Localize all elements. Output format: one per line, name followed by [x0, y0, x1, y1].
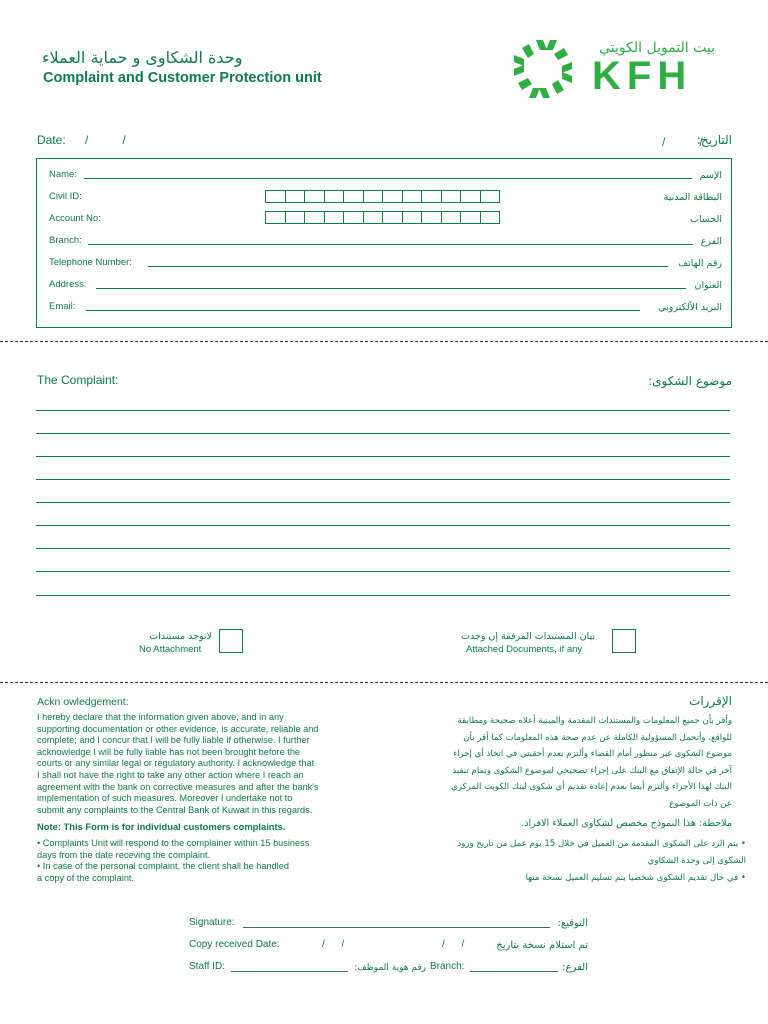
attached-docs-checkbox[interactable]: [612, 629, 636, 653]
address-field[interactable]: [96, 288, 686, 289]
complaint-line[interactable]: [36, 595, 730, 596]
civil-id-label-en: Civil ID:: [49, 191, 82, 202]
ack-body-line: complete; and I concur that I will be fully liable if otherwise. I further: [37, 735, 310, 746]
complaint-line[interactable]: [36, 571, 730, 572]
name-field[interactable]: [84, 178, 692, 179]
attached-docs-label-ar: بيان المستندات المرفقة إن وجدت: [461, 631, 595, 642]
ack-title-ar: الإقررات: [689, 694, 732, 708]
ack-bullet-line: days from the date receving the complaint.: [37, 849, 211, 860]
address-label-en: Address:: [49, 279, 87, 290]
section-divider-1: [0, 341, 768, 342]
ack-title-en: Ackn owledgement:: [37, 696, 129, 708]
address-label-ar: العنوان: [694, 280, 722, 291]
email-label-en: Email:: [49, 301, 76, 312]
date-label-ar: التاريخ:: [696, 133, 732, 147]
ack-body-line: implementation of such measures. Moreover I undertake not to: [37, 793, 293, 804]
logo-text-en: KFH: [592, 54, 693, 98]
ack-bullet-ar-line: • يتم الرد على الشكوى المقدمة من العميل في خلال 15 يوم عمل من تاريخ ورود: [457, 839, 746, 849]
ack-body-line: supporting documentation or other evidence, is accurate, reliable and: [37, 723, 319, 734]
complaint-label-en: The Complaint:: [37, 373, 119, 387]
ack-bullet-line: • In case of the personal complaint, the client shall be handled: [37, 861, 289, 872]
complaint-label-ar: موضوع الشكوى:: [648, 374, 732, 388]
phone-label-ar: رقم الهاتف: [678, 258, 722, 269]
complaint-line[interactable]: [36, 433, 730, 434]
ack-bullet-ar-line: الشكوى إلى وحدة الشكاوي: [647, 856, 746, 866]
branch-label-ar: الفرع: [700, 236, 722, 247]
complaint-line[interactable]: [36, 410, 730, 411]
copy-date-slashes-ar[interactable]: / /: [442, 939, 465, 950]
ack-body-line: I hereby declare that the information given above, and in any: [37, 712, 284, 722]
date-slashes-ar[interactable]: / /: [662, 135, 703, 149]
account-label-en: Account No:: [49, 213, 101, 224]
ack-body-en: [37, 712, 377, 816]
ack-bullet-line: a copy of the complaint.: [37, 872, 135, 883]
copy-date-slashes-en[interactable]: / /: [322, 939, 345, 950]
ack-bullet-line: • Complaints Unit will respond to the complainer within 15 business: [37, 838, 310, 848]
branch-label-sig-ar: الفرع:: [562, 962, 588, 973]
ack-body-ar-line: عن ذات الموضوع: [669, 798, 732, 809]
phone-label-en: Telephone Number:: [49, 257, 132, 268]
ack-bullet-ar-line: • في حال تقديم الشكوى شخصيا يتم تسليم العميل نسخة منها: [525, 873, 746, 883]
ack-body-line: acknowledge I will be fully liable has not been brought before the: [37, 746, 301, 757]
signature-field[interactable]: [243, 927, 550, 928]
ack-bullets-en: [37, 838, 377, 884]
branch-field[interactable]: [88, 244, 693, 245]
staff-id-field[interactable]: [231, 971, 348, 972]
date-label-en: Date:: [37, 133, 66, 147]
header-title-ar: وحدة الشكاوى و حماية العملاء: [42, 48, 243, 67]
phone-field[interactable]: [148, 266, 668, 267]
ack-body-ar: [400, 713, 732, 813]
copy-date-label-en: Copy received Date:: [189, 939, 280, 950]
complaint-line[interactable]: [36, 456, 730, 457]
ack-body-ar-line: آخر في حالة الإتفاق مع البنك على إجراء تصحيحي لموضوع الشكوى وتمام تنفيذ: [452, 765, 732, 776]
no-attachment-checkbox[interactable]: [219, 629, 243, 653]
complaint-line[interactable]: [36, 525, 730, 526]
staff-id-label-ar: رقم هوية الموظف:: [354, 963, 426, 973]
branch-sig-field[interactable]: [470, 971, 558, 972]
name-label-en: Name:: [49, 169, 77, 180]
staff-id-label-en: Staff ID:: [189, 961, 225, 972]
email-field[interactable]: [86, 310, 640, 311]
complaint-line[interactable]: [36, 548, 730, 549]
ack-note-en: Note: This Form is for individual customers complaints.: [37, 821, 286, 832]
kfh-logo-mark-icon: [512, 38, 574, 100]
account-no-field[interactable]: [266, 211, 500, 224]
ack-body-line: I shall not have the right to take any other action where I reach an: [37, 769, 304, 780]
logo-text-ar: بيت التمويل الكويتي: [599, 40, 715, 56]
kfh-logo: [512, 38, 722, 100]
ack-bullets-ar: [400, 836, 746, 887]
ack-body-line: agreement with the bank on corrective measures and after the bank's: [37, 781, 319, 792]
ack-body-line: courts or any similar legal or regulatory authority. I acknowledge that: [37, 758, 315, 769]
copy-date-label-ar: تم استلام نسخة بتاريخ: [496, 940, 588, 951]
branch-label-en: Branch:: [49, 235, 82, 246]
ack-body-ar-line: البنك لهذا الأجراء وألتزم أيضا بعدم إعادة تقديم أي شكوى لبنك الكويت المركزي: [451, 782, 732, 793]
signature-label-ar: التوقيع:: [557, 918, 588, 929]
no-attachment-label-ar: لاتوجد مستندات: [149, 631, 212, 642]
civil-id-label-ar: البطاقة المدنية: [663, 192, 722, 203]
ack-body-ar-line: موضوع الشكوى غير منظور أمام القضاء وألتزم بعدم أحقيتي في اتخاذ أي إجراء: [453, 749, 732, 760]
section-divider-2: [0, 682, 768, 683]
no-attachment-label-en: No Attachment: [139, 644, 202, 655]
email-label-ar: البريد الألكتروني: [658, 302, 722, 313]
ack-body-ar-line: وأقر بأن جميع المعلومات والمستندات المقدمة والمبنية أعلاه صحيحة ومطابقة: [457, 716, 732, 726]
ack-body-ar-line: للواقع، وأتحمل المسؤولية الكاملة عن عدم صحة هذه المعلومات كما أقر بأن: [463, 732, 732, 743]
signature-label-en: Signature:: [189, 917, 235, 928]
account-label-ar: الحساب: [690, 214, 722, 225]
attached-docs-label-en: Attached Documents, if any: [466, 644, 583, 655]
name-label-ar: الإسم: [699, 170, 722, 181]
ack-body-line: submit any complaints to the Central Bank of Kuwait in this regards.: [37, 804, 313, 815]
complaint-line[interactable]: [36, 479, 730, 480]
branch-label-sig-en: Branch:: [430, 961, 465, 972]
civil-id-field[interactable]: [266, 190, 500, 203]
header-title-en: Complaint and Customer Protection unit: [43, 70, 322, 86]
date-slashes-en[interactable]: / /: [85, 133, 126, 147]
complaint-line[interactable]: [36, 502, 730, 503]
ack-note-ar: ملاحظة: هذا النموذج مخصص لشكاوى العملاء الافراد.: [521, 818, 732, 829]
